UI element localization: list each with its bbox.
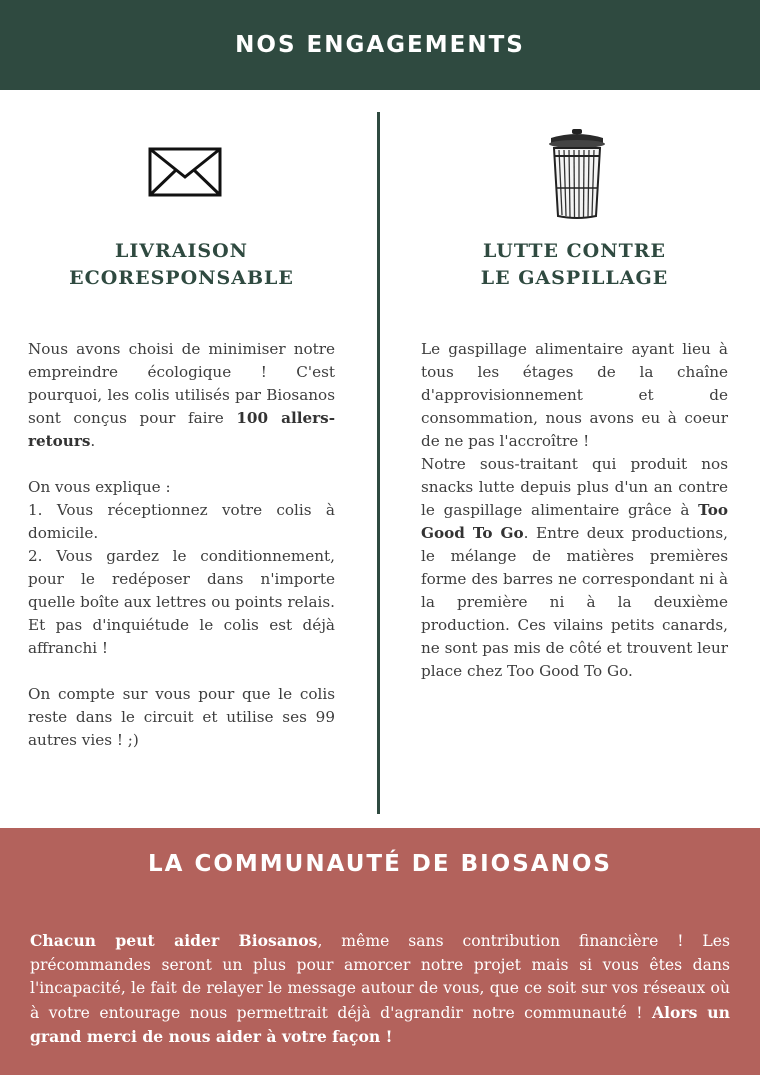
page-title: NOS ENGAGEMENTS	[235, 32, 525, 58]
delivery-text	[28, 338, 335, 752]
header-banner	[0, 0, 760, 90]
waste-title: LUTTE CONTRE LE GASPILLAGE	[480, 240, 669, 289]
waste-text	[421, 338, 728, 683]
delivery-paragraph-2a: On vous explique :	[28, 478, 171, 496]
delivery-paragraph-2b: 1. Vous réceptionnez votre colis à domicile.	[28, 501, 335, 542]
community-title: LA COMMUNAUTÉ DE BIOSANOS	[148, 851, 612, 877]
delivery-title: LIVRAISON ECORESPONSABLE	[69, 240, 294, 289]
waste-paragraph-2: Notre sous-traitant qui produit nos snacks lutte depuis plus d'un an contre le gaspillage alimentaire grâce à Too Good To Go. Entre deux productions, le mélange de matières premières forme des barres ne correspondant ni à la première ni à la deuxième production. Ces vilains petits canards, ne sont pas mis de côté et trouvent leur place chez Too Good To Go.	[421, 455, 729, 680]
waste-paragraph-1: Le gaspillage alimentaire ayant lieu à tous les étages de la chaîne d'approvisionnement et de consommation, nous avons eu à coeur de ne pas l'accroître !	[421, 340, 728, 450]
delivery-paragraph-2c: 2. Vous gardez le conditionnement, pour le redéposer dans n'importe quelle boîte aux lettres ou points relais. Et pas d'inquiétude le colis est déjà affranchi !	[28, 547, 335, 657]
trash-bin-icon	[545, 128, 609, 224]
delivery-paragraph-3: On compte sur vous pour que le colis reste dans le circuit et utilise ses 99 autres vies ! ;)	[28, 685, 335, 749]
community-text: Chacun peut aider Biosanos, même sans contribution financière ! Les précommandes seront un plus pour amorcer notre projet mais si vous êtes dans l'incapacité, le fait de relayer le message autour de vous, que ce soit sur vos réseaux où à votre entourage nous permettrait déjà d'agrandir notre communauté ! Alors un grand merci de nous aider à votre façon !	[30, 931, 730, 1046]
envelope-icon	[148, 147, 222, 201]
delivery-paragraph-1: Nous avons choisi de minimiser notre empreindre écologique ! C'est pourquoi, les colis utilisés par Biosanos sont conçus pour faire 100 allers-retours.	[28, 340, 336, 450]
community-section	[0, 828, 760, 1075]
column-divider	[377, 112, 380, 814]
